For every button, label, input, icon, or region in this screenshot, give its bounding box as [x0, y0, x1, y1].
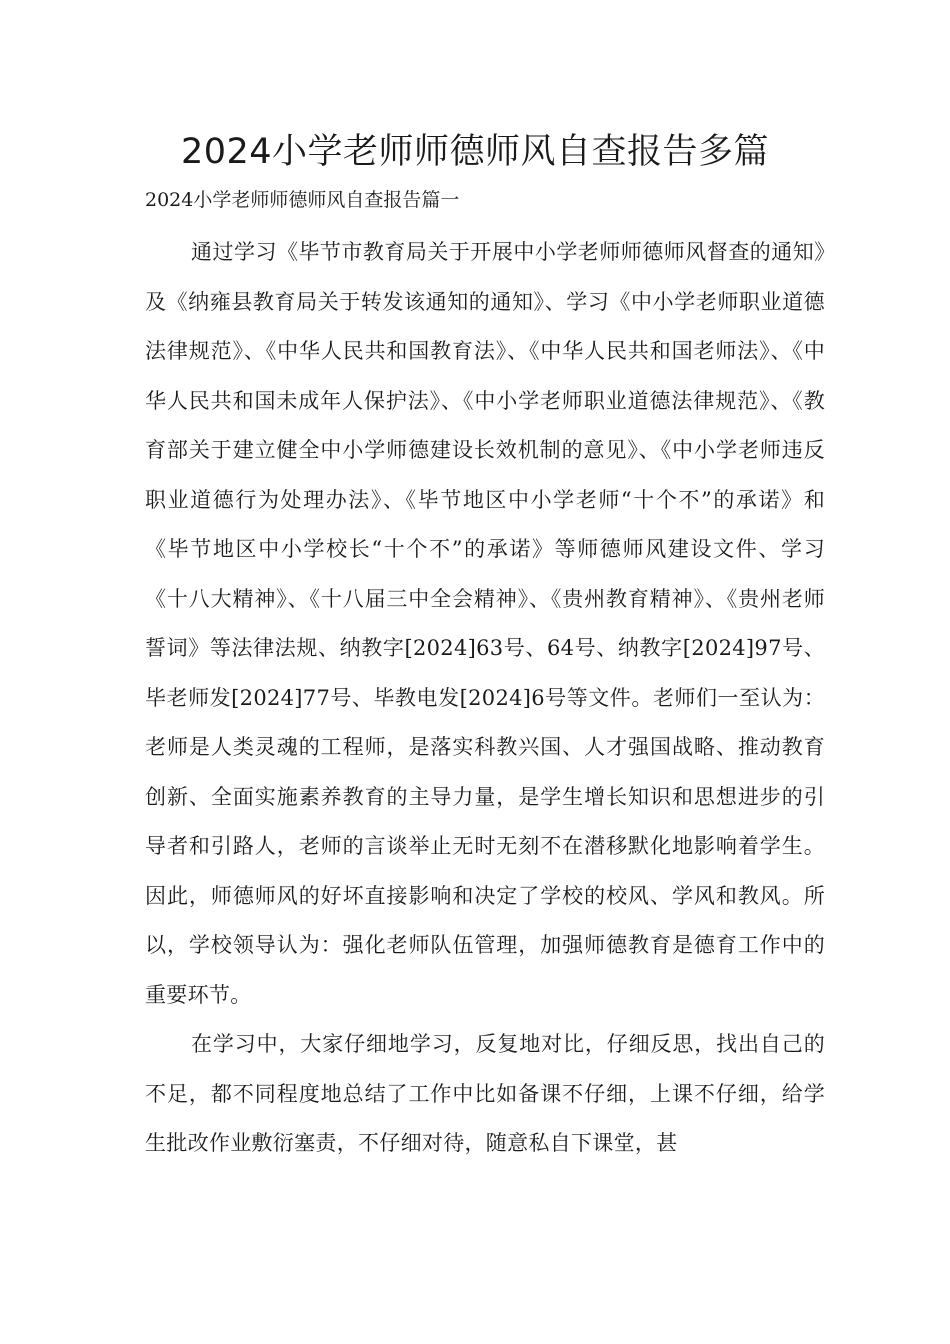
- section-heading: 2024小学老师师德师风自查报告篇一: [145, 189, 460, 211]
- document-title: 2024小学老师师德师风自查报告多篇: [180, 132, 770, 172]
- paragraph-2: 在学习中，大家仔细地学习，反复地对比，仔细反思，找出自己的不足，都不同程度地总结了工作中比如备课不仔细，上课不仔细，给学生批改作业敷衍塞责，不仔细对待，随意私自下课堂，甚: [145, 1032, 825, 1155]
- paragraph-1: 通过学习《毕节市教育局关于开展中小学老师师德师风督查的通知》及《纳雍县教育局关于转发该通知的通知》、学习《中小学老师职业道德法律规范》、《中华人民共和国教育法》、《中华人民共和国老师法》、《中华人民共和国未成年人保护法》、《中小学老师职业道德法律规范》、《教育部关于建立健全中小学师德建设长效机制的意见》、《中小学老师违反职业道德行为处理办法》、《毕节地区中小学老师“十个不”的承诺》和《毕节地区中小学校长“十个不”的承诺》等师德师风建设文件、学习《十八大精神》、《十八届三中全会精神》、《贵州教育精神》、《贵州老师誓词》等法律法规、纳教字[2024]63号、64号、纳教字[2024]97号、毕老师发[2024]77号、毕教电发[2024]6号等文件。老师们一至认为：老师是人类灵魂的工程师，是落实科教兴国、人才强国战略、推动教育创新、全面实施素养教育的主导力量，是学生增长知识和思想进步的引导者和引路人，老师的言谈举止无时无刻不在潜移默化地影响着学生。因此，师德师风的好坏直接影响和决定了学校的校风、学风和教风。所以，学校领导认为：强化老师队伍管理，加强师德教育是德育工作中的重要环节。: [145, 240, 825, 1007]
- document-body: [145, 228, 825, 1169]
